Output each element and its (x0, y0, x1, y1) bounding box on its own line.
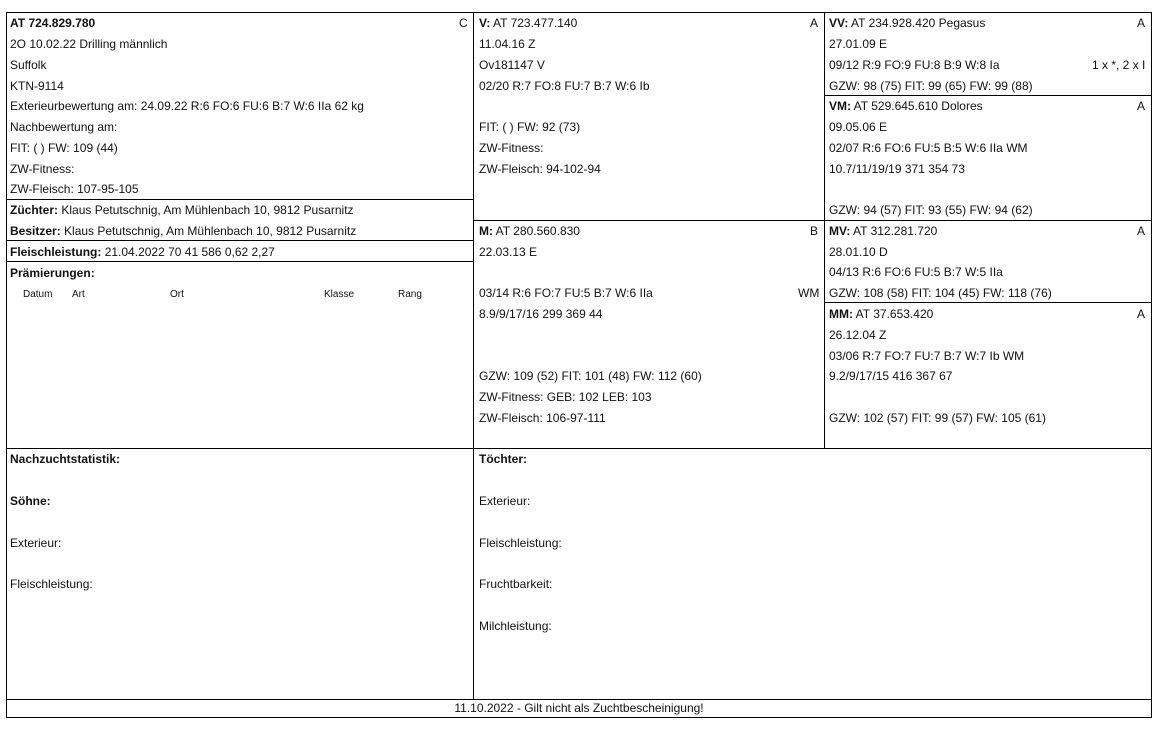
sire-zw-fleisch: ZW-Fleisch: 94-102-94 (479, 162, 601, 176)
dam-gzw: GZW: 109 (52) FIT: 101 (48) FW: 112 (60) (479, 369, 702, 383)
divider (824, 95, 1152, 96)
mv-line1: 28.01.10 D (829, 245, 888, 259)
mm-letter: A (1137, 307, 1146, 321)
mm-label: MM: (829, 307, 853, 321)
vv-label: VV: (829, 16, 849, 30)
vm-letter: A (1137, 99, 1146, 113)
dam-id: AT 280.560.830 (495, 224, 580, 238)
fleisch-value: 21.04.2022 70 41 586 0,62 2,27 (104, 245, 275, 259)
daughters-title: Töchter: (479, 452, 527, 466)
vm-line1: 09.05.06 E (829, 120, 888, 134)
divider (6, 199, 473, 200)
praemierungen-col-klasse: Klasse (324, 289, 355, 300)
stats-title: Nachzuchtstatistik: (10, 452, 121, 466)
divider (824, 302, 1152, 303)
vm-label: VM: (829, 99, 851, 113)
animal-breed: Suffolk (10, 58, 47, 72)
daughters-exterieur: Exterieur: (479, 494, 531, 508)
stats-sons: Söhne: (10, 494, 51, 508)
animal-nachbewertung: Nachbewertung am: (10, 120, 118, 134)
daughters-fruchtbarkeit: Fruchtbarkeit: (479, 577, 553, 591)
mm-id: AT 37.653.420 (855, 307, 934, 321)
divider (473, 12, 474, 699)
dam-line2: 03/14 R:6 FO:7 FU:5 B:7 W:6 IIa (479, 286, 653, 300)
mv-label: MV: (829, 224, 851, 238)
owner-value: Klaus Petutschnig, Am Mühlenbach 10, 9812 Pusarnitz (64, 224, 357, 238)
dam-label: M: (479, 224, 493, 238)
praemierungen-title: Prämierungen: (10, 266, 95, 280)
vm-header (829, 99, 983, 113)
vv-extra: 1 x *, 2 x I (1092, 58, 1146, 72)
dam-zw-fitness: ZW-Fitness: GEB: 102 LEB: 103 (479, 390, 652, 404)
divider (6, 448, 1152, 449)
mm-line1: 26.12.04 Z (829, 328, 887, 342)
mv-line2: 04/13 R:6 FO:6 FU:5 B:7 W:5 IIa (829, 265, 1003, 279)
vv-header (829, 16, 985, 30)
mm-header (829, 307, 933, 321)
mv-header (829, 224, 937, 238)
vv-letter: A (1137, 16, 1146, 30)
sire-label: V: (479, 16, 491, 30)
animal-birth: 2O 10.02.22 Drilling männlich (10, 37, 168, 51)
certificate-frame (6, 12, 1152, 718)
divider (6, 240, 473, 241)
animal-letter: C (459, 16, 468, 30)
owner-row (10, 224, 356, 238)
vv-id: AT 234.928.420 Pegasus (851, 16, 986, 30)
sire-letter: A (810, 16, 819, 30)
dam-line1: 22.03.13 E (479, 245, 538, 259)
owner-label: Besitzer: (10, 224, 61, 238)
daughters-fleischleistung: Fleischleistung: (479, 536, 562, 550)
breeder-row (10, 203, 354, 217)
mm-line3: 9.2/9/17/15 416 367 67 (829, 369, 953, 383)
dam-letter: B (810, 224, 819, 238)
sire-zw-fitness: ZW-Fitness: (479, 141, 544, 155)
vm-line2: 02/07 R:6 FO:6 FU:5 B:5 W:6 IIa WM (829, 141, 1028, 155)
mm-gzw: GZW: 102 (57) FIT: 99 (57) FW: 105 (61) (829, 411, 1046, 425)
sire-line1: 11.04.16 Z (479, 37, 536, 51)
dam-line3: 8.9/9/17/16 299 369 44 (479, 307, 603, 321)
mm-line2: 03/06 R:7 FO:7 FU:7 B:7 W:7 Ib WM (829, 349, 1025, 363)
sire-fit: FIT: ( ) FW: 92 (73) (479, 120, 581, 134)
fleisch-row (10, 245, 275, 259)
praemierungen-col-datum: Datum (23, 289, 53, 300)
animal-fit: FIT: ( ) FW: 109 (44) (10, 141, 118, 155)
vv-line1: 27.01.09 E (829, 37, 888, 51)
vv-line2: 09/12 R:9 FO:9 FU:8 B:9 W:8 Ia (829, 58, 1000, 72)
mv-gzw: GZW: 108 (58) FIT: 104 (45) FW: 118 (76) (829, 286, 1052, 300)
vm-gzw: GZW: 94 (57) FIT: 93 (55) FW: 94 (62) (829, 203, 1033, 217)
animal-zw-fitness: ZW-Fitness: (10, 162, 75, 176)
divider (6, 699, 1152, 700)
dam-wm: WM (798, 286, 820, 300)
breeder-value: Klaus Petutschnig, Am Mühlenbach 10, 9812 Pusarnitz (61, 203, 354, 217)
divider (473, 220, 1152, 221)
footer-note: 11.10.2022 - Gilt nicht als Zuchtbescheinigung! (454, 701, 704, 715)
stats-fleischleistung: Fleischleistung: (10, 577, 93, 591)
animal-exterior: Exterieurbewertung am: 24.09.22 R:6 FO:6 FU:6 B:7 W:6 IIa 62 kg (10, 99, 364, 113)
divider (6, 261, 473, 262)
daughters-milchleistung: Milchleistung: (479, 619, 552, 633)
vv-gzw: GZW: 98 (75) FIT: 99 (65) FW: 99 (88) (829, 79, 1033, 93)
mv-letter: A (1137, 224, 1146, 238)
stats-exterieur: Exterieur: (10, 536, 62, 550)
praemierungen-col-art: Art (72, 289, 85, 300)
breeder-label: Züchter: (10, 203, 58, 217)
praemierungen-col-ort: Ort (170, 289, 184, 300)
animal-id: AT 724.829.780 (10, 16, 96, 30)
praemierungen-col-rang: Rang (398, 289, 422, 300)
sire-id: AT 723.477.140 (493, 16, 578, 30)
vm-line3: 10.7/11/19/19 371 354 73 (829, 162, 965, 176)
animal-zw-fleisch: ZW-Fleisch: 107-95-105 (10, 182, 139, 196)
fleisch-label: Fleischleistung: (10, 245, 102, 259)
sire-line2: Ov181147 V (479, 58, 545, 72)
mv-id: AT 312.281.720 (853, 224, 938, 238)
vm-id: AT 529.645.610 Dolores (853, 99, 983, 113)
sire-header (479, 16, 577, 30)
animal-tag: KTN-9114 (10, 79, 64, 93)
dam-header (479, 224, 580, 238)
dam-zw-fleisch: ZW-Fleisch: 106-97-111 (479, 411, 606, 425)
divider (824, 12, 825, 449)
sire-line3: 02/20 R:7 FO:8 FU:7 B:7 W:6 Ib (479, 79, 650, 93)
